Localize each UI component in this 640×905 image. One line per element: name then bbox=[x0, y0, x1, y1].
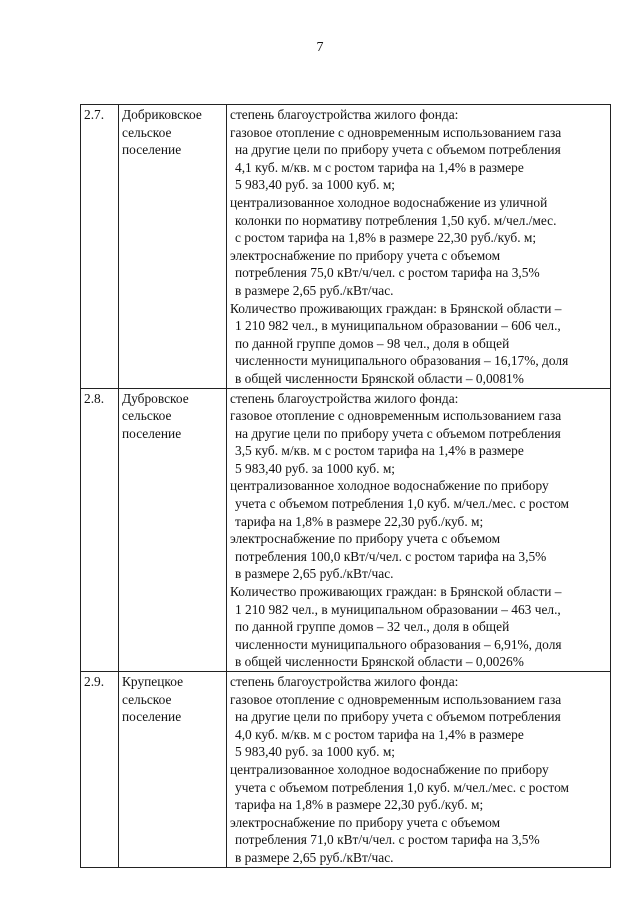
row-number-cell: 2.9. bbox=[81, 672, 119, 868]
settlement-name-cell bbox=[119, 105, 227, 389]
description-line: 4,1 куб. м/кв. м с ростом тарифа на 1,4% в размере bbox=[235, 159, 524, 175]
description-line: численности муниципального образования – 6,91%, доля bbox=[235, 636, 562, 652]
table-row bbox=[81, 105, 611, 389]
table-row bbox=[81, 672, 611, 868]
page-number: 7 bbox=[316, 40, 324, 55]
description-line: централизованное холодное водоснабжение по прибору bbox=[230, 761, 549, 777]
row-number-cell: 2.8. bbox=[81, 388, 119, 672]
settlement-name-line: поселение bbox=[122, 425, 182, 441]
description-line: 5 983,40 руб. за 1000 куб. м; bbox=[235, 460, 396, 476]
description-line: на другие цели по прибору учета с объемом потребления bbox=[235, 142, 561, 158]
description-line: тарифа на 1,8% в размере 22,30 руб./куб. м; bbox=[235, 513, 484, 529]
description-line: колонки по нормативу потребления 1,50 куб. м/чел./мес. bbox=[235, 212, 557, 228]
settlement-name-cell bbox=[119, 388, 227, 672]
description-cell bbox=[227, 388, 611, 672]
table-row bbox=[81, 388, 611, 672]
description-line: Количество проживающих граждан: в Брянской области – bbox=[230, 300, 562, 316]
description-cell bbox=[227, 105, 611, 389]
description-line: степень благоустройства жилого фонда: bbox=[230, 390, 459, 406]
description-line: численности муниципального образования – 16,17%, доля bbox=[235, 353, 569, 369]
description-line: газовое отопление с одновременным использованием газа bbox=[230, 691, 562, 707]
description-line: степень благоустройства жилого фонда: bbox=[230, 107, 459, 122]
description-line: 1 210 982 чел., в муниципальном образовании – 606 чел., bbox=[235, 318, 561, 334]
description-line: с ростом тарифа на 1,8% в размере 22,30 руб./куб. м; bbox=[235, 230, 537, 246]
description-line: 5 983,40 руб. за 1000 куб. м; bbox=[235, 177, 396, 193]
settlement-name-line: Добриковское bbox=[122, 107, 202, 122]
settlement-name-line: поселение bbox=[122, 709, 182, 725]
description-line: 1 210 982 чел., в муниципальном образовании – 463 чел., bbox=[235, 601, 561, 617]
description-line: централизованное холодное водоснабжение из уличной bbox=[230, 194, 548, 210]
settlement-name-line: сельское bbox=[122, 691, 172, 707]
tariff-table bbox=[80, 104, 611, 868]
description-line: учета с объемом потребления 1,0 куб. м/чел./мес. с ростом bbox=[235, 496, 570, 512]
description-line: 5 983,40 руб. за 1000 куб. м; bbox=[235, 744, 396, 760]
settlement-name-line: сельское bbox=[122, 408, 172, 424]
description-line: потребления 100,0 кВт/ч/чел. с ростом тарифа на 3,5% bbox=[235, 548, 547, 564]
description-line: на другие цели по прибору учета с объемом потребления bbox=[235, 425, 561, 441]
description-line: 3,5 куб. м/кв. м с ростом тарифа на 1,4% в размере bbox=[235, 443, 524, 459]
settlement-name-line: поселение bbox=[122, 142, 182, 158]
description-line: Количество проживающих граждан: в Брянской области – bbox=[230, 584, 562, 600]
description-line: на другие цели по прибору учета с объемом потребления bbox=[235, 709, 561, 725]
description-line: электроснабжение по прибору учета с объемом bbox=[230, 247, 501, 263]
description-line: по данной группе домов – 32 чел., доля в общей bbox=[235, 619, 510, 635]
description-line: в размере 2,65 руб./кВт/час. bbox=[235, 566, 394, 582]
description-line: газовое отопление с одновременным использованием газа bbox=[230, 408, 562, 424]
description-line: потребления 75,0 кВт/ч/чел. с ростом тарифа на 3,5% bbox=[235, 265, 540, 281]
description-line: в размере 2,65 руб./кВт/час. bbox=[235, 282, 394, 298]
description-line: в размере 2,65 руб./кВт/час. bbox=[235, 849, 394, 865]
description-line: в общей численности Брянской области – 0,0026% bbox=[235, 654, 524, 670]
description-line: электроснабжение по прибору учета с объемом bbox=[230, 814, 501, 830]
description-line: учета с объемом потребления 1,0 куб. м/чел./мес. с ростом bbox=[235, 779, 570, 795]
description-line: 4,0 куб. м/кв. м с ростом тарифа на 1,4% в размере bbox=[235, 726, 524, 742]
description-line: газовое отопление с одновременным использованием газа bbox=[230, 124, 562, 140]
description-cell bbox=[227, 672, 611, 868]
description-line: потребления 71,0 кВт/ч/чел. с ростом тарифа на 3,5% bbox=[235, 832, 540, 848]
settlement-name-line: сельское bbox=[122, 124, 172, 140]
description-line: степень благоустройства жилого фонда: bbox=[230, 674, 459, 689]
description-line: тарифа на 1,8% в размере 22,30 руб./куб. м; bbox=[235, 797, 484, 813]
description-line: централизованное холодное водоснабжение по прибору bbox=[230, 478, 549, 494]
row-number-cell: 2.7. bbox=[81, 105, 119, 389]
description-line: электроснабжение по прибору учета с объемом bbox=[230, 531, 501, 547]
settlement-name-cell bbox=[119, 672, 227, 868]
description-line: по данной группе домов – 98 чел., доля в общей bbox=[235, 335, 510, 351]
settlement-name-line: Дубровское bbox=[122, 390, 189, 406]
settlement-name-line: Крупецкое bbox=[122, 674, 184, 689]
description-line: в общей численности Брянской области – 0,0081% bbox=[235, 370, 524, 386]
